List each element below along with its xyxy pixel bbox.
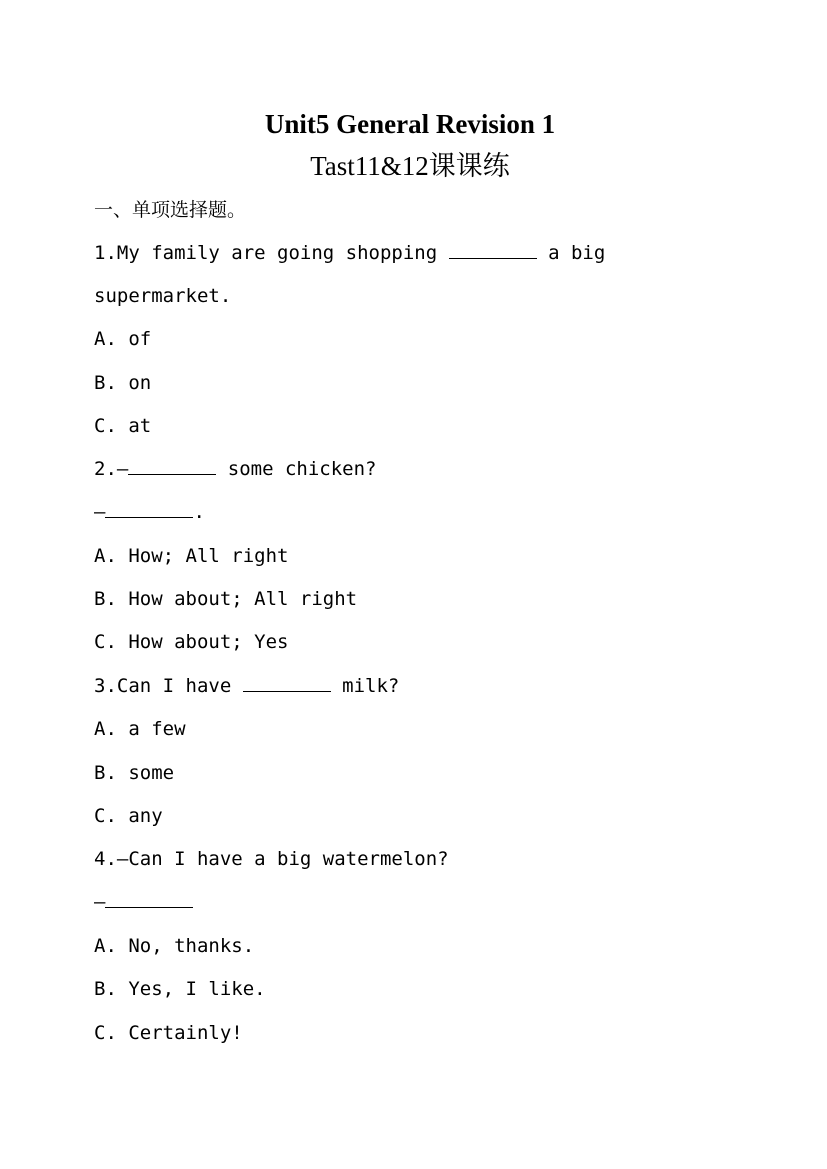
answer-blank xyxy=(128,456,216,475)
answer-blank xyxy=(449,240,537,259)
question-3-option-c: C. any xyxy=(94,805,163,827)
answer-blank xyxy=(243,673,331,692)
question-2-option-a: A. How; All right xyxy=(94,545,289,567)
reply-dash: — xyxy=(94,501,106,523)
question-text: My family are going shopping xyxy=(116,242,449,264)
question-1-option-c: C. at xyxy=(94,415,152,437)
question-2-option-b: B. How about; All right xyxy=(94,588,358,610)
question-4-stem xyxy=(94,846,449,872)
question-number: 2. xyxy=(94,458,117,480)
question-number: 3. xyxy=(94,675,117,697)
question-number: 4. xyxy=(94,848,117,870)
question-text: a big xyxy=(536,242,606,264)
question-text: —Can I have a big watermelon? xyxy=(116,848,449,870)
question-3-option-a: A. a few xyxy=(94,718,186,740)
question-text: Can I have xyxy=(116,675,243,697)
question-text: milk? xyxy=(330,675,400,697)
answer-blank xyxy=(105,499,193,518)
document-title: Unit5 General Revision 1 xyxy=(264,109,556,139)
question-text: some chicken? xyxy=(216,458,377,480)
question-1-stem-continued: supermarket. xyxy=(94,285,232,307)
question-text: — xyxy=(116,458,129,480)
document-subtitle: Tast11&12课课练 xyxy=(310,151,510,181)
question-4-option-a: A. No, thanks. xyxy=(94,935,255,957)
question-1-option-a: A. of xyxy=(94,328,152,350)
section-heading: 一、单项选择题。 xyxy=(94,199,247,221)
question-4-reply xyxy=(94,889,193,915)
question-number: 1. xyxy=(94,242,117,264)
question-1-option-b: B. on xyxy=(94,372,152,394)
question-4-option-b: B. Yes, I like. xyxy=(94,978,266,1000)
question-3-stem xyxy=(94,673,399,699)
question-2-option-c: C. How about; Yes xyxy=(94,631,289,653)
answer-blank xyxy=(105,889,193,908)
question-3-option-b: B. some xyxy=(94,762,175,784)
question-1-stem xyxy=(94,240,605,266)
reply-dash: — xyxy=(94,891,106,913)
question-2-reply xyxy=(94,499,205,525)
question-4-option-c: C. Certainly! xyxy=(94,1022,243,1044)
reply-period: . xyxy=(193,501,205,523)
question-2-stem xyxy=(94,456,377,482)
